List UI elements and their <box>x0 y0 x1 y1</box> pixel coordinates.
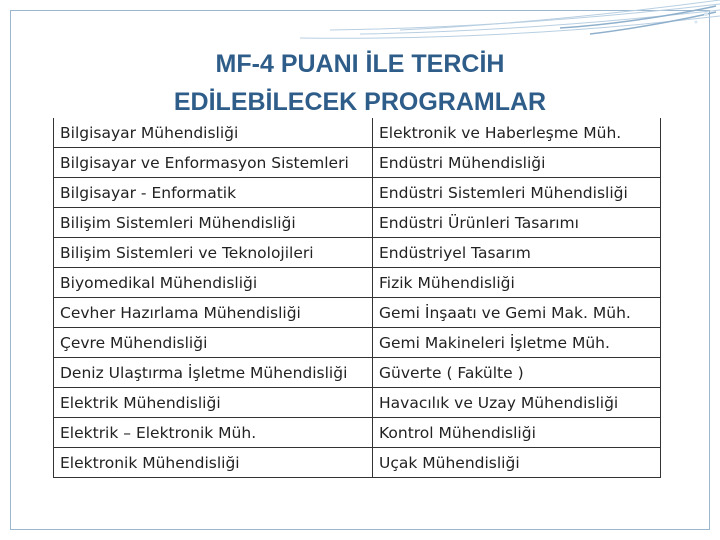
program-cell-left: Bilgisayar - Enformatik <box>54 178 373 208</box>
program-cell-right: Gemi Makineleri İşletme Müh. <box>373 328 661 358</box>
program-cell-left: Elektrik Mühendisliği <box>54 388 373 418</box>
program-cell-right: Uçak Mühendisliği <box>373 448 661 478</box>
program-cell-left: Elektrik – Elektronik Müh. <box>54 418 373 448</box>
table-row <box>54 148 661 178</box>
table-row <box>54 208 661 238</box>
program-cell-right: Endüstri Mühendisliği <box>373 148 661 178</box>
program-cell-left: Deniz Ulaştırma İşletme Mühendisliği <box>54 358 373 388</box>
program-cell-right: Endüstriyel Tasarım <box>373 238 661 268</box>
table-row <box>54 448 661 478</box>
program-cell-right: Endüstri Sistemleri Mühendisliği <box>373 178 661 208</box>
table-row <box>54 388 661 418</box>
program-cell-left: Çevre Mühendisliği <box>54 328 373 358</box>
program-cell-right: Fizik Mühendisliği <box>373 268 661 298</box>
program-cell-left: Cevher Hazırlama Mühendisliği <box>54 298 373 328</box>
program-cell-right: Havacılık ve Uzay Mühendisliği <box>373 388 661 418</box>
table-row <box>54 268 661 298</box>
program-cell-left: Bilişim Sistemleri Mühendisliği <box>54 208 373 238</box>
table-row <box>54 298 661 328</box>
programs-table-body <box>54 118 661 478</box>
program-cell-right: Gemi İnşaatı ve Gemi Mak. Müh. <box>373 298 661 328</box>
program-cell-left: Bilgisayar Mühendisliği <box>54 118 373 148</box>
table-row <box>54 358 661 388</box>
page-title-line-2: EDİLEBİLECEK PROGRAMLAR <box>173 88 547 116</box>
table-row <box>54 178 661 208</box>
program-cell-right: Kontrol Mühendisliği <box>373 418 661 448</box>
program-cell-right: Elektronik ve Haberleşme Müh. <box>373 118 661 148</box>
program-cell-right: Endüstri Ürünleri Tasarımı <box>373 208 661 238</box>
table-row <box>54 418 661 448</box>
table-row <box>54 118 661 148</box>
program-cell-left: Biyomedikal Mühendisliği <box>54 268 373 298</box>
table-row <box>54 238 661 268</box>
page-title-line-1: MF-4 PUANI İLE TERCİH <box>215 50 505 78</box>
program-cell-right: Güverte ( Fakülte ) <box>373 358 661 388</box>
programs-table <box>53 118 661 478</box>
table-row <box>54 328 661 358</box>
program-cell-left: Elektronik Mühendisliği <box>54 448 373 478</box>
program-cell-left: Bilgisayar ve Enformasyon Sistemleri <box>54 148 373 178</box>
program-cell-left: Bilişim Sistemleri ve Teknolojileri <box>54 238 373 268</box>
